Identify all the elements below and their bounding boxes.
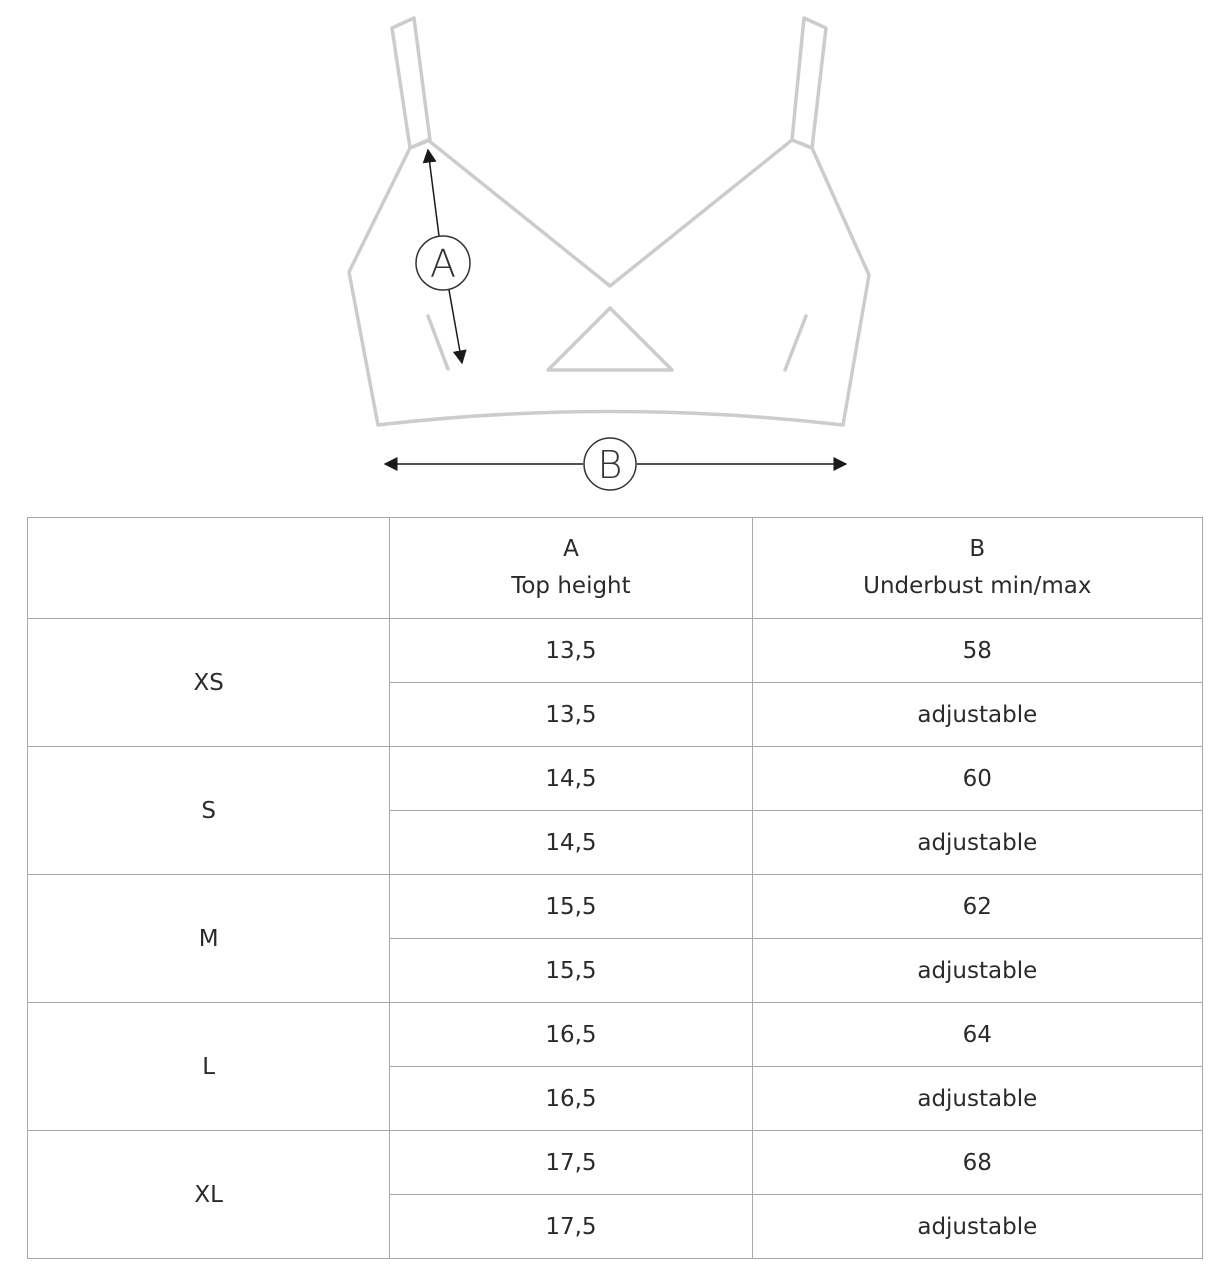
bra-outline [349,18,869,425]
underbust-cell: adjustable [752,1067,1202,1131]
size-label-cell: XL [28,1131,390,1259]
marker-a-label: A [430,242,456,286]
header-top-height [390,518,752,619]
marker-b-label: B [597,443,623,487]
underbust-cell: 62 [752,875,1202,939]
underbust-cell: 68 [752,1131,1202,1195]
top-height-cell: 13,5 [390,619,752,683]
size-label-cell: L [28,1003,390,1131]
top-height-cell: 14,5 [390,747,752,811]
underbust-cell: adjustable [752,939,1202,1003]
table-header-row [28,518,1203,619]
right-seam [785,316,806,370]
underbust-cell: adjustable [752,1195,1202,1259]
size-label-cell: M [28,875,390,1003]
underbust-cell: adjustable [752,811,1202,875]
top-height-cell: 17,5 [390,1131,752,1195]
underbust-cell: adjustable [752,683,1202,747]
size-label-cell: S [28,747,390,875]
size-chart-table [27,517,1203,1259]
top-height-cell: 15,5 [390,875,752,939]
table-row [28,619,1203,683]
underbust-cell: 58 [752,619,1202,683]
top-height-cell: 15,5 [390,939,752,1003]
left-seam [428,316,448,369]
header-blank-cell [28,518,390,619]
top-height-cell: 13,5 [390,683,752,747]
top-height-cell: 16,5 [390,1067,752,1131]
table-row [28,747,1203,811]
measurement-a [416,150,470,363]
top-height-cell: 14,5 [390,811,752,875]
top-height-cell: 17,5 [390,1195,752,1259]
left-strap [392,18,430,148]
top-height-cell: 16,5 [390,1003,752,1067]
underbust-cell: 60 [752,747,1202,811]
header-b-letter: B [969,536,986,562]
header-a-label: Top height [511,573,631,599]
underbust-cell: 64 [752,1003,1202,1067]
measurement-b [385,438,846,490]
table-row [28,1003,1203,1067]
bra-measurement-diagram [0,0,1230,500]
right-strap [792,18,826,148]
header-a-letter: A [563,536,579,562]
size-label-cell: XS [28,619,390,747]
table-row [28,875,1203,939]
table-row [28,1131,1203,1195]
header-b-label: Underbust min/max [863,573,1092,599]
header-underbust [752,518,1202,619]
center-triangle [548,308,672,370]
